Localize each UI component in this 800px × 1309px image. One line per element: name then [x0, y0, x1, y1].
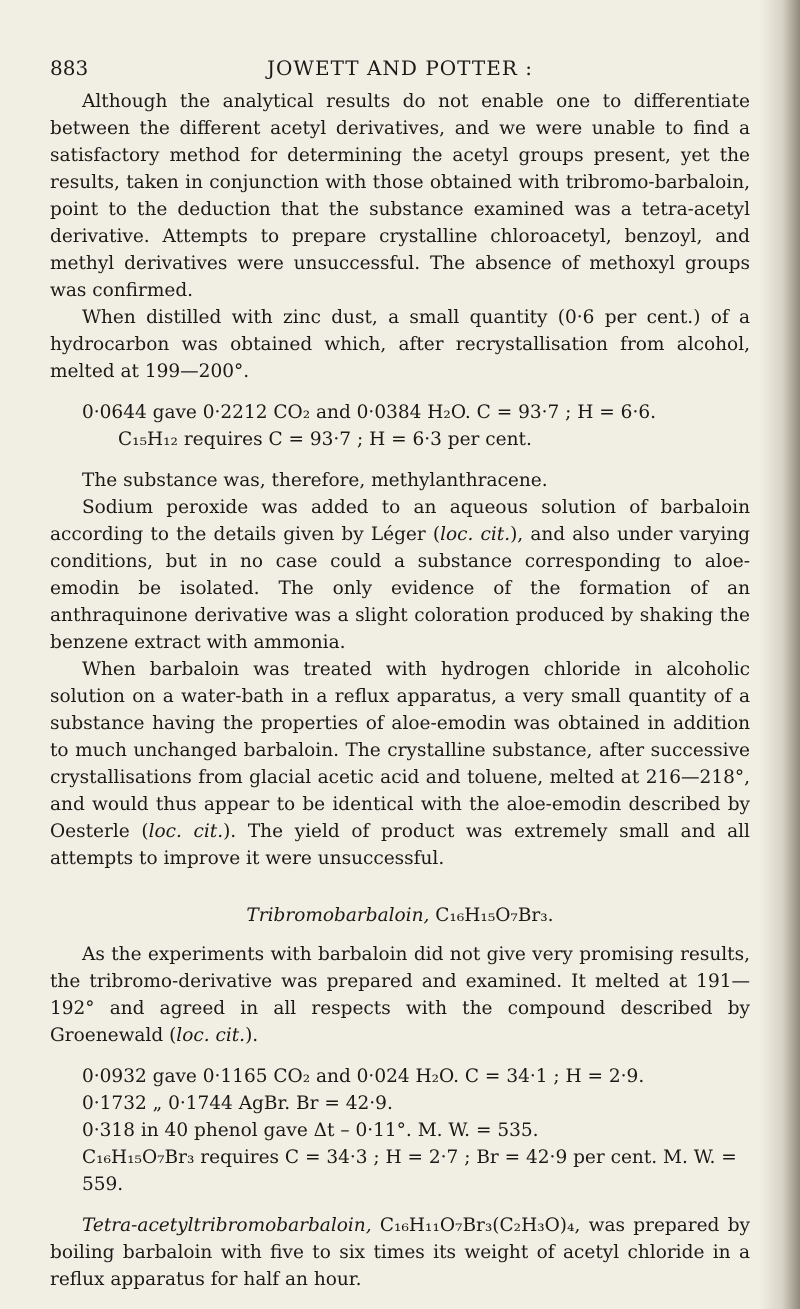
text-run: ). The yield of product was extremely small and all attempts to improve it were unsuccessful. — [50, 821, 750, 869]
page-edge-shadow — [760, 0, 800, 1309]
citation-loc-cit: loc. cit. — [440, 524, 511, 545]
text-run: , was prepared by boiling barbaloin with five to six times its weight of acetyl chloride in a reflux apparatus for half an hour. — [50, 1215, 750, 1290]
section-formula: C₁₆H₁₅O₇Br₃. — [435, 905, 554, 926]
text-run: When barbaloin was treated with hydrogen chloride in alcoholic solution on a water-bath in a reflux apparatus, a very small quantity of a substance having the properties of aloe-emodin was obtained in addition to much unchanged barbaloin. The crystalline substance, after successive crystallisations from glacial acetic acid and toluene, melted at 216—218°, and would thus appear to be identical with the aloe-emodin described by Oesterle ( — [50, 659, 750, 842]
analysis-block-hydrocarbon — [82, 399, 750, 453]
page-number: 883 — [50, 56, 89, 80]
article-body — [50, 88, 750, 1293]
citation-loc-cit: loc. cit. — [148, 821, 224, 842]
paragraph-tribromo-preparation — [50, 941, 750, 1049]
analysis-block-tribromo — [82, 1063, 750, 1198]
text-run: ), and also under varying conditions, but in no case could a substance corresponding to aloe-emodin be isolated. The only evidence of the formation of an anthraquinone derivative was a slight coloration produced by shaking the benzene extract with ammonia. — [50, 524, 750, 653]
page-header — [50, 56, 750, 86]
text-run: As the experiments with barbaloin did not give very promising results, the tribromo-derivative was prepared and examined. It melted at 191—192° and agreed in all respects with the compound described by Groenewald ( — [50, 944, 750, 1046]
running-head: JOWETT AND POTTER : — [267, 56, 533, 80]
paragraph-methylanthracene: The substance was, therefore, methylanthracene. — [82, 470, 548, 491]
analysis-requires-line: C₁₆H₁₅O₇Br₃ requires C = 34·3 ; H = 2·7 ; Br = 42·9 per cent. M. W. = 559. — [82, 1147, 737, 1195]
analysis-requires-line: C₁₅H₁₂ requires C = 93·7 ; H = 6·3 per cent. — [118, 429, 532, 450]
compound-formula: C₁₆H₁₁O₇Br₃(C₂H₃O)₄ — [379, 1215, 575, 1236]
paragraph-zinc-dust-distillation: When distilled with zinc dust, a small quantity (0·6 per cent.) of a hydrocarbon was obtained which, after recrystallisation from alcohol, melted at 199—200°. — [50, 307, 750, 382]
analysis-combustion-line: 0·0932 gave 0·1165 CO₂ and 0·024 H₂O. C = 34·1 ; H = 2·9. — [82, 1066, 645, 1087]
paragraph-hydrogen-chloride — [50, 656, 750, 872]
paragraph-tetra-acetyl-preparation — [50, 1212, 750, 1293]
compound-name: Tetra-acetyltribromobarbaloin, — [82, 1215, 372, 1236]
citation-loc-cit: loc. cit. — [176, 1025, 246, 1046]
text-run: ). — [245, 1025, 259, 1046]
text-run: Sodium peroxide was added to an aqueous solution of barbaloin according to the details given by Léger ( — [50, 497, 750, 545]
section-heading-tribromobarbaloin — [50, 902, 750, 929]
section-title-text: Tribromobarbaloin, — [246, 905, 430, 926]
paragraph-acetyl-derivatives: Although the analytical results do not enable one to differentiate between the different acetyl derivatives, and we were unable to find a satisfactory method for determining the acetyl groups present, yet the results, taken in conjunction with those obtained with tribromo-barbaloin, point to the deduction that the substance examined was a tetra-acetyl derivative. Attempts to prepare crystalline chloroacetyl, benzoyl, and methyl derivatives were unsuccessful. The absence of methoxyl groups was confirmed. — [50, 91, 750, 301]
analysis-molecular-weight-line: 0·318 in 40 phenol gave Δt – 0·11°. M. W. = 535. — [82, 1120, 539, 1141]
analysis-result-line: 0·0644 gave 0·2212 CO₂ and 0·0384 H₂O. C = 93·7 ; H = 6·6. — [82, 402, 656, 423]
analysis-bromine-line: 0·1732 „ 0·1744 AgBr. Br = 42·9. — [82, 1093, 393, 1114]
paragraph-sodium-peroxide — [50, 494, 750, 656]
